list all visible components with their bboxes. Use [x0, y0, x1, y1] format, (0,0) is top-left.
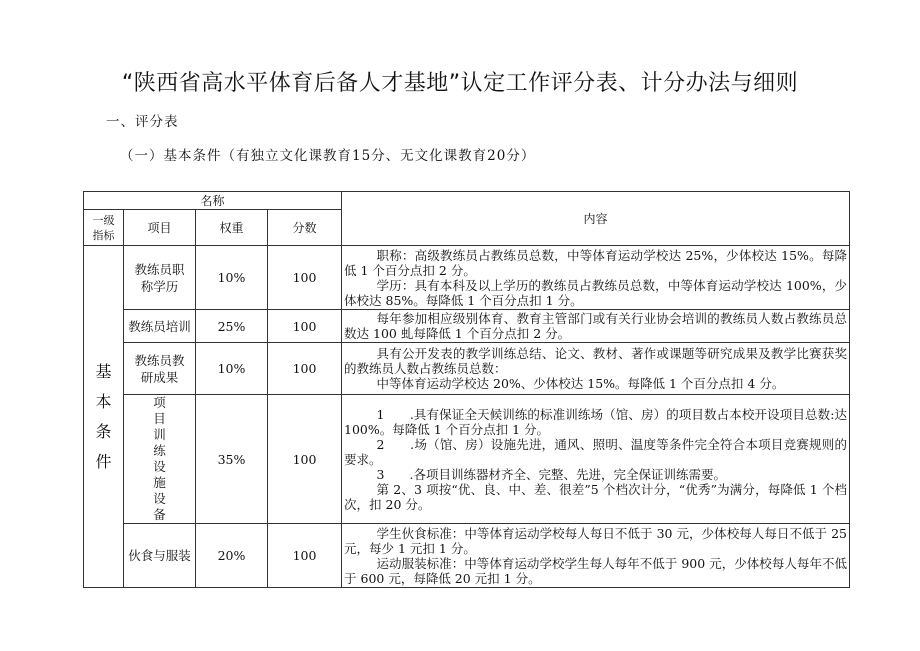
content-cell — [342, 246, 850, 310]
category-cell — [84, 246, 124, 588]
content-paragraph: 学历：具有本科及以上学历的教练员占教练员总数，中等体育运动学校达 100%，少体校达 85%。每降低 1 个百分点扣 1 分。 — [344, 277, 848, 308]
weight-cell: 35% — [196, 395, 268, 524]
item-cell — [124, 395, 196, 524]
header-name: 名称 — [84, 192, 342, 210]
table-row — [84, 343, 850, 395]
header-level1 — [84, 210, 124, 246]
weight-cell: 10% — [196, 343, 268, 395]
content-paragraph: 职称：高级教练员占教练员总数，中等体育运动学校达 25%，少体校达 15%。每降低 1 个百分点扣 2 分。 — [344, 247, 848, 278]
content-paragraph: 运动服装标准：中等体育运动学校学生每人每年不低于 900 元，少体校每人每年不低于 600 元，每降低 20 元扣 1 分。 — [344, 555, 848, 586]
content-paragraph: 中等体育运动学校达 20%、少体校达 15%。每降低 1 个百分点扣 4 分。 — [376, 376, 785, 391]
item-cell — [124, 343, 196, 395]
item-cell — [124, 246, 196, 310]
content-cell — [342, 395, 850, 524]
content-paragraph: 2 .场（馆、房）设施先进，通风、照明、温度等条件完全符合本项目竞赛规则的要求。 — [344, 436, 848, 467]
table-row — [84, 524, 850, 588]
table-row — [84, 246, 850, 310]
section-heading-scoring-table: 一、评分表 — [106, 114, 179, 130]
item-label: 教练员职称学历 — [134, 261, 185, 294]
content-paragraph: 3 .各项目训练器材齐全、完整、先进，完全保证训练需要。 — [376, 466, 726, 482]
score-cell: 100 — [268, 524, 342, 588]
table-row — [84, 395, 850, 524]
item-label: 项目训练设施设备 — [153, 395, 166, 522]
content-paragraph: 学生伙食标准：中等体育运动学校每人每日不低于 30 元，少体校每人每日不低于 25 元，每少 1 元扣 1 分。 — [344, 525, 848, 556]
header-score: 分数 — [268, 210, 342, 246]
table-row — [84, 310, 850, 343]
score-cell: 100 — [268, 310, 342, 343]
item-cell: 伙食与服装 — [124, 524, 196, 588]
header-item: 项目 — [124, 210, 196, 246]
content-paragraph: 具有公开发表的教学训练总结、论文、教材、著作或课题等研究成果及教学比赛获奖的教练员人数占教练员总数： — [344, 346, 848, 376]
header-level1-text: 一级指标 — [92, 213, 115, 242]
content-paragraph: 第 2、3 项按“优、良、中、差、很差”5 个档次计分，“优秀”为满分，每降低 1 个档次，扣 20 分。 — [344, 481, 848, 512]
weight-cell: 20% — [196, 524, 268, 588]
category-label: 基本条件 — [95, 361, 112, 471]
content-paragraph: 1 .具有保证全天候训练的标准训练场（馆、房）的项目数占本校开设项目总数:达 100%。每降低 1 个百分点扣 1 分。 — [344, 406, 848, 437]
item-label: 教练员教研成果 — [134, 352, 185, 385]
subsection-heading-basic-conditions: （一）基本条件（有独立文化课教育15分、无文化课教育20分） — [120, 148, 536, 164]
document-title: “陕西省高水平体育后备人才基地”认定工作评分表、计分办法与细则 — [121, 71, 799, 96]
content-cell — [342, 524, 850, 588]
header-content: 内容 — [342, 192, 850, 246]
content-paragraph: 每年参加相应级别体育、教育主管部门或有关行业协会培训的教练员人数占教练员总数达 100 虬每降低 1 个百分点扣 2 分。 — [344, 311, 848, 341]
header-weight: 权重 — [196, 210, 268, 246]
score-cell: 100 — [268, 395, 342, 524]
score-cell: 100 — [268, 343, 342, 395]
content-cell — [342, 310, 850, 343]
weight-cell: 10% — [196, 246, 268, 310]
scoring-table — [83, 191, 850, 588]
header-row-1 — [84, 192, 850, 210]
weight-cell: 25% — [196, 310, 268, 343]
item-cell: 教练员培训 — [124, 310, 196, 343]
score-cell: 100 — [268, 246, 342, 310]
content-cell — [342, 343, 850, 395]
